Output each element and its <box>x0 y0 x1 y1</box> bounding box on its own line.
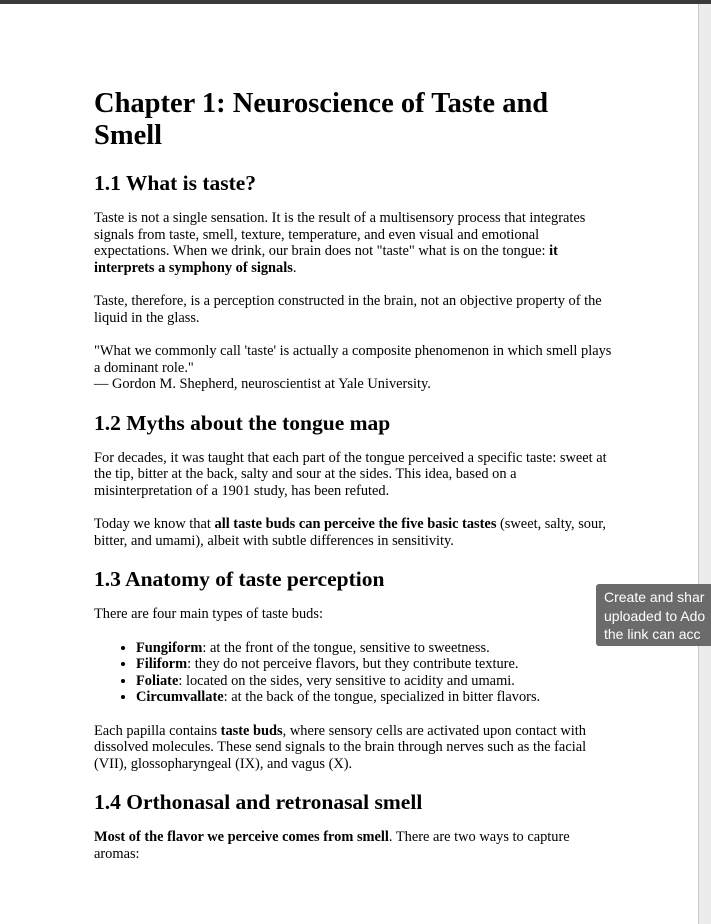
paragraph-bold: Most of the flavor we perceive comes from smell <box>94 829 389 845</box>
tooltip-line: the link can acc <box>604 626 701 642</box>
paragraph-text: . There are two ways to capture aromas: <box>94 829 570 862</box>
list-item <box>136 640 614 657</box>
list-item-term: Filiform <box>136 656 188 672</box>
paragraph-text: Each papilla contains <box>94 722 221 739</box>
section-heading-1-1: 1.1 What is taste? <box>94 171 257 195</box>
paragraph-text: Today we know that <box>94 516 215 532</box>
paragraph <box>94 723 614 773</box>
list-item-desc: : located on the sides, very sensitive to acidity and umami. <box>178 672 515 689</box>
list-item-term: Circumvallate <box>136 689 224 705</box>
paragraph-bold: all taste buds can perceive the five basic tastes <box>214 516 497 532</box>
list-item <box>136 689 614 706</box>
paragraph-text: (sweet, salty, sour, bitter, and umami), albeit with subtle differences in sensitivity. <box>94 516 607 549</box>
quote-attribution: — Gordon M. Shepherd, neuroscientist at Yale University. <box>94 376 431 392</box>
paragraph <box>94 516 614 549</box>
paragraph: There are four main types of taste buds: <box>94 606 323 622</box>
list-item-desc: : they do not perceive flavors, but they contribute texture. <box>187 656 519 672</box>
section-heading-1-2: 1.2 Myths about the tongue map <box>94 410 391 435</box>
quote-block <box>94 343 614 393</box>
list-item <box>136 656 614 673</box>
taste-bud-list <box>94 640 614 706</box>
list-item-term: Fungiform <box>136 639 203 656</box>
paragraph-text: , where sensory cells are activated upon contact with dissolved molecules. These send signals to the brain through nerves such as the facial (VII), glossopharyngeal (IX), and vagus (X). <box>94 722 587 772</box>
paragraph-bold: taste buds <box>220 722 283 739</box>
quote-text: "What we commonly call 'taste' is actually a composite phenomenon in which smell plays a dominant role." <box>94 343 612 376</box>
paragraph <box>94 210 614 276</box>
list-item <box>136 673 614 690</box>
list-item-desc: : at the back of the tongue, specialized in bitter flavors. <box>223 689 541 705</box>
document-page <box>0 4 699 924</box>
list-item-desc: : at the front of the tongue, sensitive to sweetness. <box>202 639 490 656</box>
paragraph: For decades, it was taught that each part of the tongue perceived a specific taste: sweet at the tip, bitter at the back, salty and sour at the sides. This idea, based on a misinterpretation of a 1901 study, has been refuted. <box>94 449 607 499</box>
paragraph-text: Taste is not a single sensation. It is the result of a multisensory process that integrates signals from taste, smell, texture, temperature, and even visual and emotional expectations. When we drink, our brain does not "taste" what is on the tongue: <box>94 210 586 259</box>
document-content <box>94 88 614 879</box>
chapter-title: Chapter 1: Neuroscience of Taste and Smell <box>94 88 549 151</box>
section-heading-1-3: 1.3 Anatomy of taste perception <box>94 567 385 591</box>
paragraph-bold: it interprets a symphony of signals <box>94 243 558 276</box>
share-tooltip[interactable] <box>596 584 711 646</box>
tooltip-line: Create and shar <box>604 589 705 605</box>
tooltip-line: uploaded to Ado <box>604 607 706 624</box>
section-heading-1-4: 1.4 Orthonasal and retronasal smell <box>94 790 423 814</box>
list-item-term: Foliate <box>136 672 179 689</box>
paragraph-text: . <box>292 259 297 276</box>
paragraph <box>94 829 614 862</box>
paragraph: Taste, therefore, is a perception constructed in the brain, not an objective property of the liquid in the glass. <box>94 293 602 326</box>
